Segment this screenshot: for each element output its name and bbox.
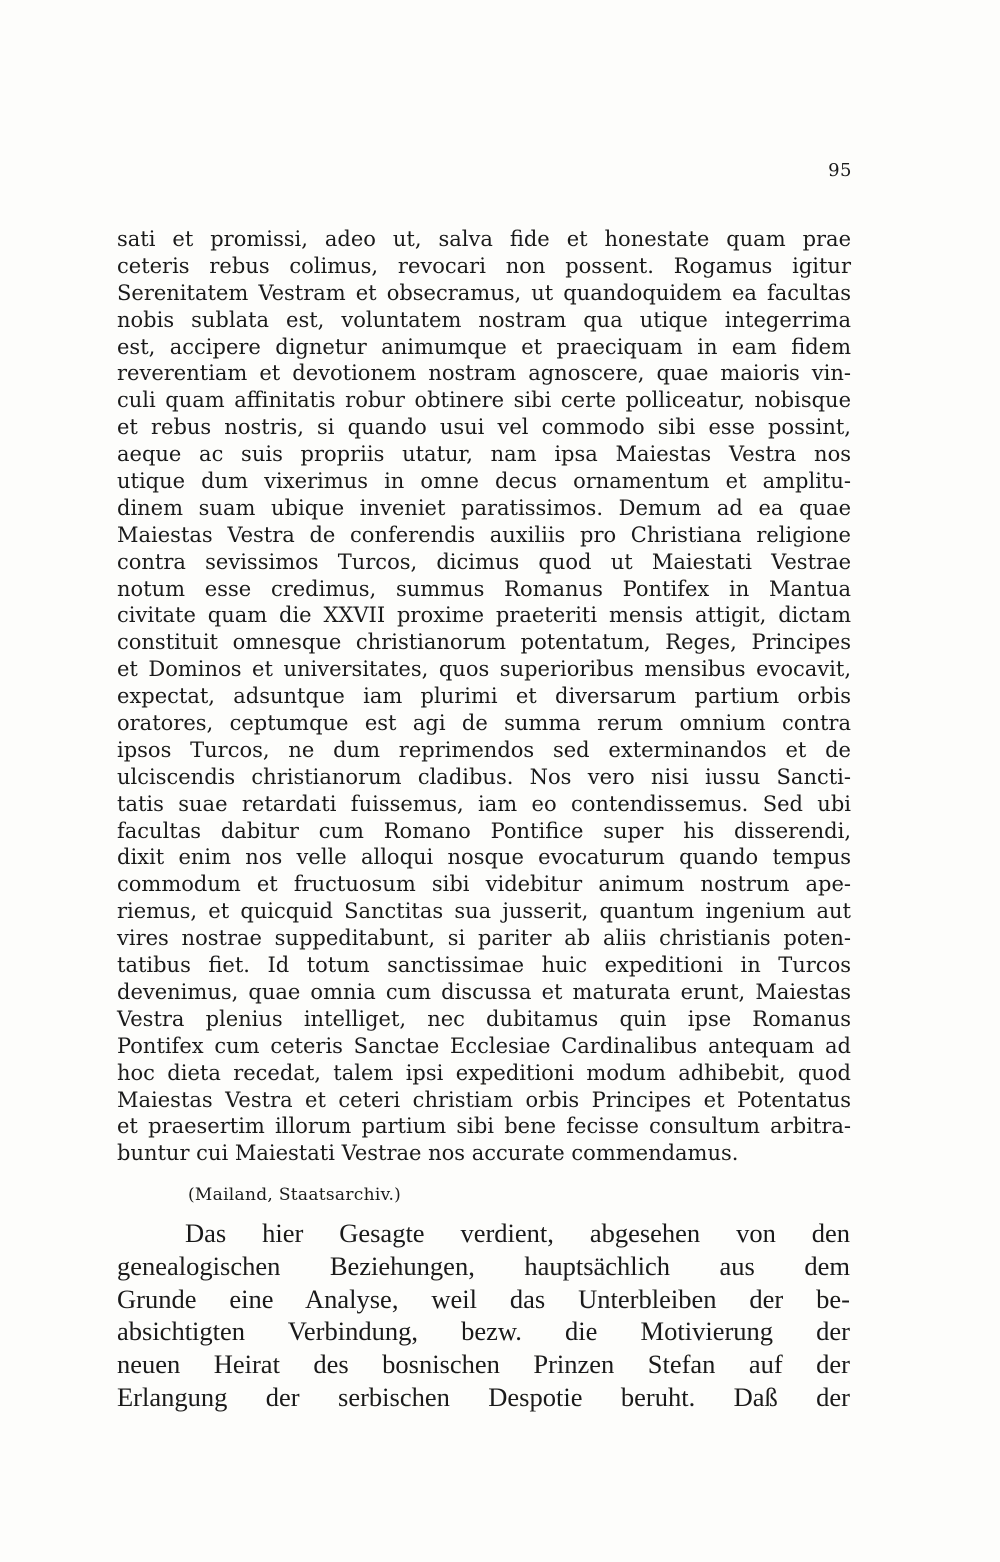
text-line: utique dum vixerimus in omne decus ornamentum et amplitu- [117,469,851,494]
text-line: devenimus, quae omnia cum discussa et maturata erunt, Maiestas [117,979,851,1004]
text-line: contra sevissimos Turcos, dicimus quod ut Maiestati Vestrae [117,549,851,574]
text-line: Serenitatem Vestram et obsecramus, ut quandoquidem ea facultas [117,280,851,305]
text-line: facultas dabitur cum Romano Pontifice super his disserendi, [117,818,851,843]
text-line: Erlangung der serbischen Despotie beruht. Daß der [117,1381,850,1412]
text-line: vires nostrae suppeditabunt, si pariter ab aliis christianis poten- [117,926,851,951]
text-line: notum esse credimus, summus Romanus Pontifex in Mantua [117,576,851,601]
german-paragraph [117,1217,850,1414]
text-line: Maiestas Vestra et ceteri christiam orbis Principes et Potentatus [117,1087,851,1112]
text-line: dixit enim nos velle alloqui nosque evocaturum quando tempus [117,845,851,870]
text-line: buntur cui Maiestati Vestrae nos accurate commendamus. [117,1141,739,1166]
latin-letter-text [117,226,851,1167]
text-line: ceteris rebus colimus, revocari non possent. Rogamus igitur [117,253,851,278]
text-line: reverentiam et devotionem nostram agnoscere, quae maioris vin- [117,361,851,386]
text-line: expectat, adsuntque iam plurimi et diversarum partium orbis [117,684,851,709]
text-line: Vestra plenius intelliget, nec dubitamus quin ipse Romanus [117,1006,851,1031]
text-line: hoc dieta recedat, talem ipsi expeditioni modum adhibebit, quod [117,1060,851,1085]
text-line: culi quam affinitatis robur obtinere sibi certe polliceatur, nobisque [117,388,851,413]
text-line: oratores, ceptumque est agi de summa rerum omnium contra [117,711,851,736]
text-line: ipsos Turcos, ne dum reprimendos sed exterminandos et de [117,737,851,762]
text-line: tatibus fiet. Id totum sanctissimae huic expeditioni in Turcos [117,953,851,978]
text-line: ulciscendis christianorum cladibus. Nos vero nisi iussu Sancti- [117,764,851,789]
source-citation: (Mailand, Staatsarchiv.) [188,1185,402,1205]
text-line: Das hier Gesagte verdient, abgesehen von den [185,1218,850,1248]
text-line: est, accipere dignetur animumque et praeciquam in eam fidem [117,334,851,359]
text-line: et praesertim illorum partium sibi bene fecisse consultum arbitra- [117,1114,851,1139]
text-line: civitate quam die XXVII proxime praeteriti mensis attigit, dictam [117,603,851,628]
text-line: genealogischen Beziehungen, hauptsächlich aus dem [117,1250,850,1281]
text-line: commodum et fructuosum sibi videbitur animum nostrum ape- [117,872,851,897]
text-line: riemus, et quicquid Sanctitas sua jusserit, quantum ingenium aut [117,899,851,924]
text-line: nobis sublata est, voluntatem nostram qua utique integerrima [117,307,851,332]
text-line: Grunde eine Analyse, weil das Unterbleiben der be- [117,1283,850,1314]
text-line: neuen Heirat des bosnischen Prinzen Stefan auf der [117,1349,850,1380]
text-line: dinem suam ubique inveniet paratissimos. Demum ad ea quae [117,495,851,520]
text-line: Maiestas Vestra de conferendis auxiliis pro Christiana religione [117,522,851,547]
text-line: et rebus nostris, si quando usui vel commodo sibi esse possint, [117,415,851,440]
text-line: sati et promissi, adeo ut, salva fide et honestate quam prae [117,227,851,251]
page-number: 95 [828,160,852,181]
text-line: constituit omnesque christianorum potentatum, Reges, Principes [117,630,851,655]
text-line: aeque ac suis propriis utatur, nam ipsa Maiestas Vestra nos [117,442,851,467]
text-line: tatis suae retardati fuissemus, iam eo contendissemus. Sed ubi [117,791,851,816]
text-line: et Dominos et universitates, quos superioribus mensibus evocavit, [117,657,851,682]
text-line: absichtigten Verbindung, bezw. die Motivierung der [117,1316,850,1347]
text-line: Pontifex cum ceteris Sanctae Ecclesiae Cardinalibus antequam ad [117,1033,851,1058]
